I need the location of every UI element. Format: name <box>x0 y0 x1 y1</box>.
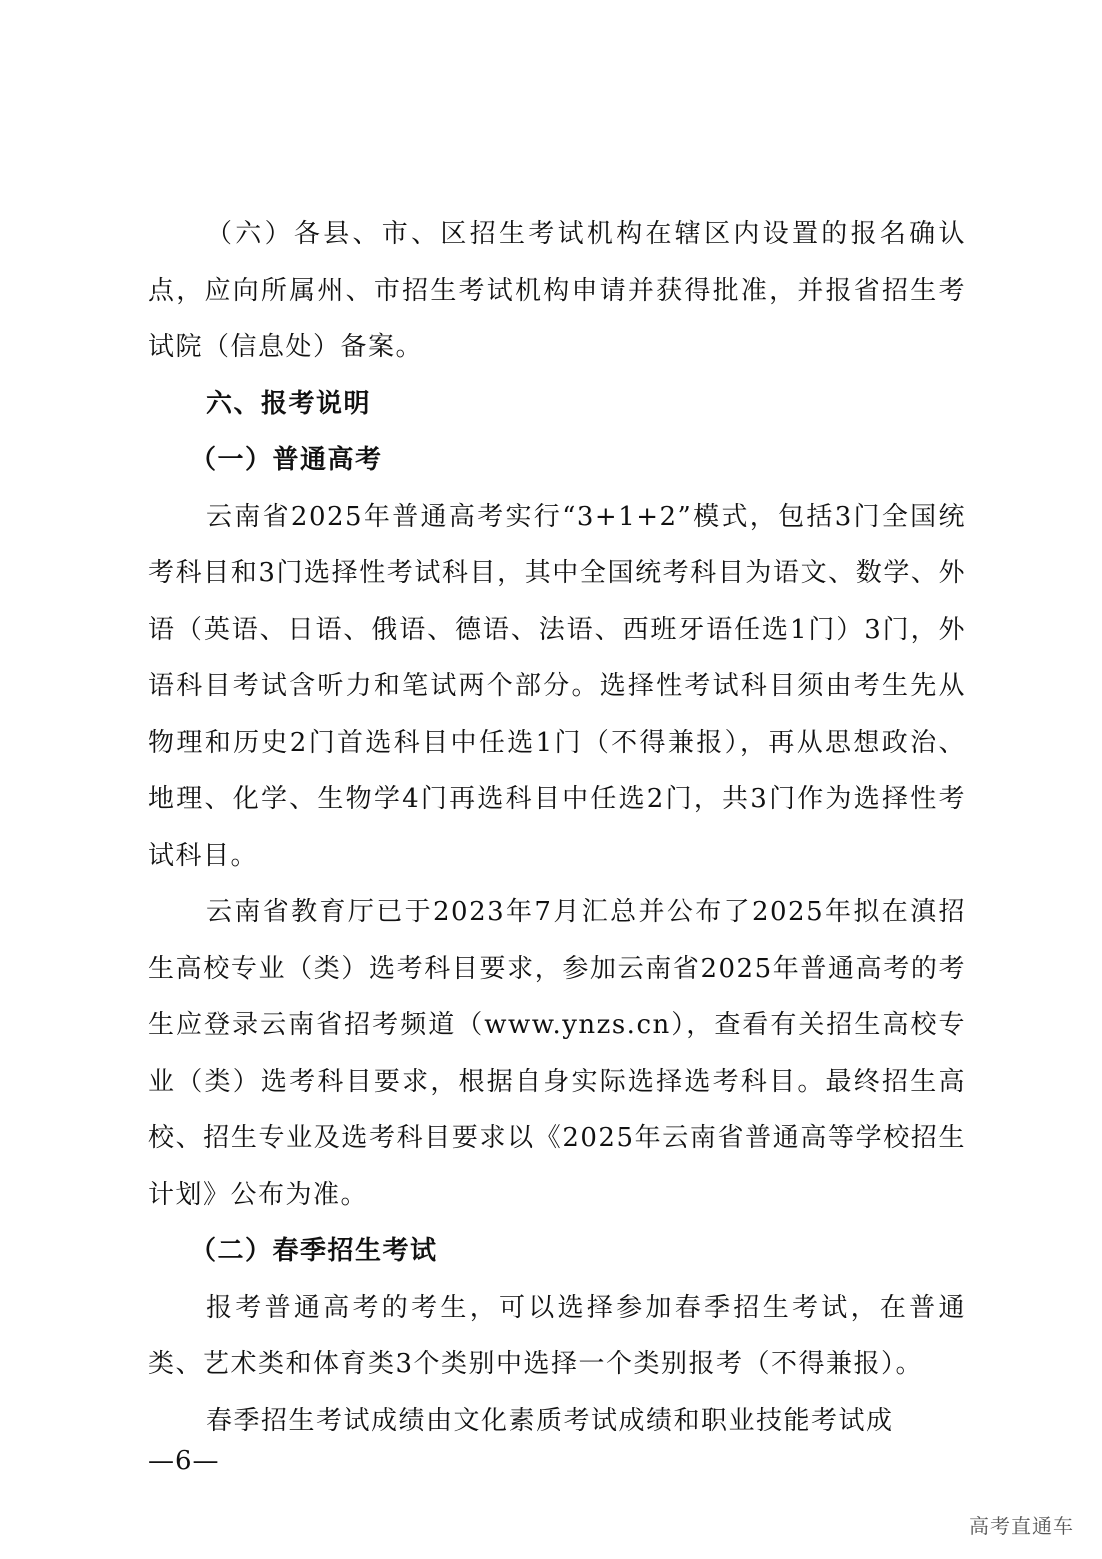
document-body <box>148 206 966 1449</box>
paragraph-gaokao-model: 云南省2025年普通高考实行“3+1+2”模式，包括3门全国统考科目和3门选择性考试科目，其中全国统考科目为语文、数学、外语（英语、日语、俄语、德语、法语、西班牙语任选1门）3门，外语科目考试含听力和笔试两个部分。选择性考试科目须由考生先从物理和历史2门首选科目中任选1门（不得兼报），再从思想政治、地理、化学、生物学4门再选科目中任选2门，共3门作为选择性考试科目。 <box>148 501 966 871</box>
paragraph-registration-point: （六）各县、市、区招生考试机构在辖区内设置的报名确认点，应向所属州、市招生考试机构申请并获得批准，并报省招生考试院（信息处）备案。 <box>148 219 966 362</box>
paragraph-spring-exam-categories: 报考普通高考的考生，可以选择参加春季招生考试，在普通类、艺术类和体育类3个类别中选择一个类别报考（不得兼报）。 <box>148 1292 966 1379</box>
subsection-heading-spring-exam: （二）春季招生考试 <box>190 1236 438 1266</box>
page-number: —6— <box>148 1446 220 1476</box>
watermark: 高考直通车 <box>969 1514 1074 1538</box>
paragraph-spring-exam-scores: 春季招生考试成绩由文化素质考试成绩和职业技能考试成 <box>206 1405 894 1436</box>
paragraph-subject-requirements: 云南省教育厅已于2023年7月汇总并公布了2025年拟在滇招生高校专业（类）选考科目要求，参加云南省2025年普通高考的考生应登录云南省招考频道（www.ynzs.cn），查看有关招生高校专业（类）选考科目要求，根据自身实际选择选考科目。最终招生高校、招生专业及选考科目要求以《2025年云南省普通高等学校招生计划》公布为准。 <box>148 897 966 1210</box>
section-heading-exam-instructions: 六、报考说明 <box>206 388 372 419</box>
subsection-heading-general-gaokao: （一）普通高考 <box>190 445 383 475</box>
